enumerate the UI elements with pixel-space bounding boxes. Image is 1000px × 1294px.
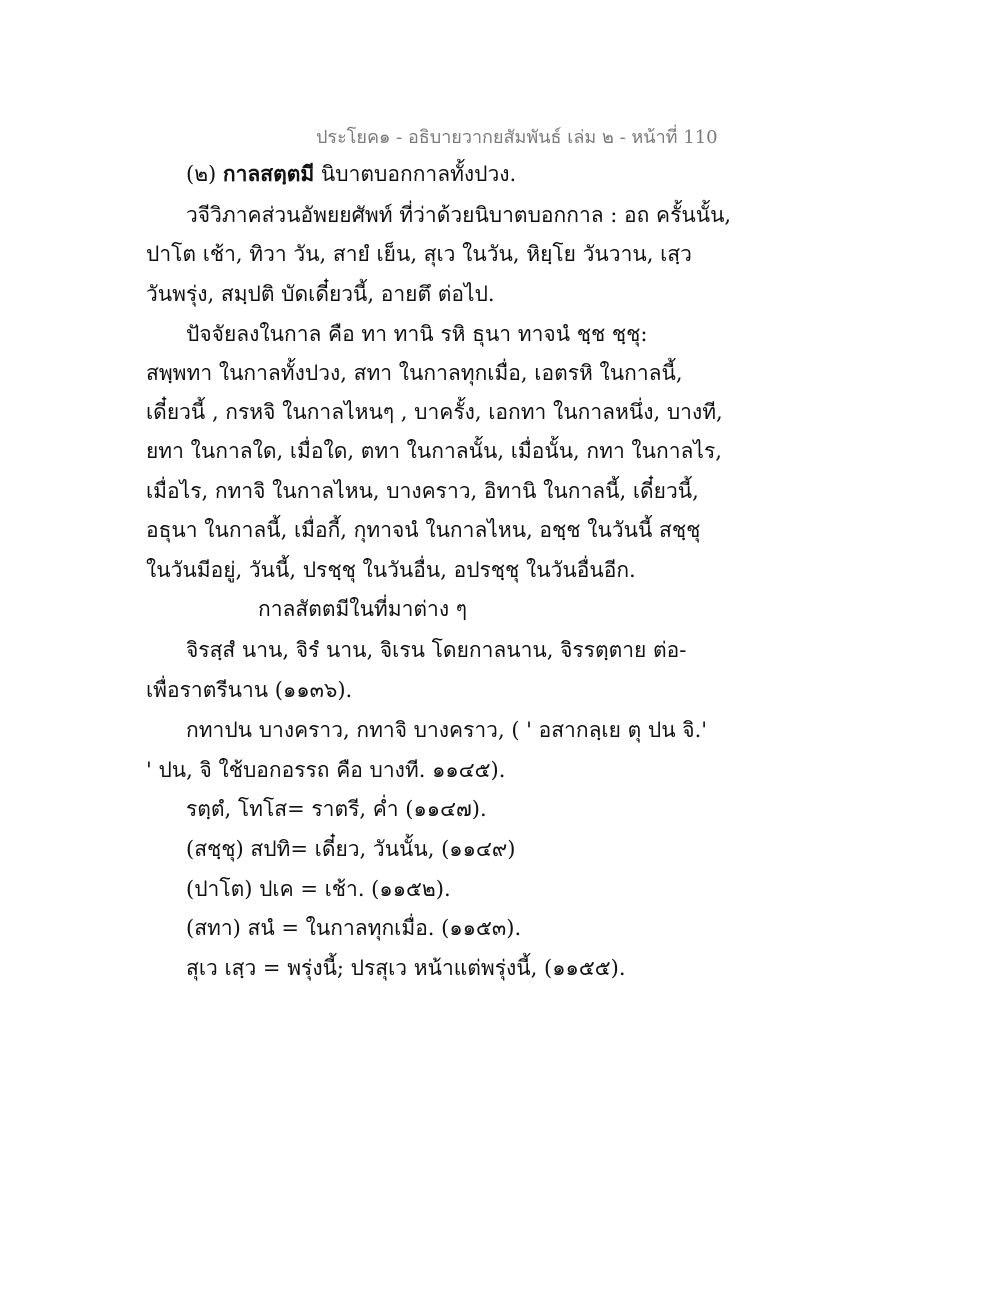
section-heading [186,163,516,185]
section-subtitle: นิบาตบอกกาลทั้งปวง. [320,162,517,186]
paragraph-line: ในวันมีอยู่, วันนี้, ปรชฺชุ ในวันอื่น, อปรชฺชุ ในวันอื่นอีก. [146,558,636,582]
paragraph-line: ปัจจัยลงในกาล คือ ทา ทานิ รหิ ธุนา ทาจนํ ชฺช ชฺชุ: [186,322,648,346]
paragraph-line: วันพรุ่ง, สมฺปติ บัดเดี๋ยวนี้, อายตึ ต่อไป. [146,282,495,306]
paragraph-line: วจีวิภาคส่วนอัพยยศัพท์ ที่ว่าด้วยนิบาตบอกกาล : อถ ครั้นนั้น, [186,203,732,227]
paragraph-line: ยทา ในกาลใด, เมื่อใด, ตทา ในกาลนั้น, เมื่อนั้น, กทา ในกาลไร, [146,439,722,463]
paragraph-line: ปาโต เช้า, ทิวา วัน, สายํ เย็น, สุเว ในวัน, หิยฺโย วันวาน, เสฺว [146,242,692,266]
subheading: กาลสัตตมีในที่มาต่าง ๆ [258,597,468,621]
example-line: รตฺตํ, โทโส= ราตรี, ค่ำ (๑๑๔๗). [186,797,487,821]
example-line: (สทา) สนํ = ในกาลทุกเมื่อ. (๑๑๕๓). [186,916,522,940]
example-line: (ปาโต) ปเค = เช้า. (๑๑๕๒). [186,877,451,901]
paragraph-line: อธุนา ในกาลนี้, เมื่อกี้, กุทาจนํ ในกาลไหน, อชฺช ในวันนี้ สชฺชุ [146,518,701,542]
example-line: จิรสฺสํ นาน, จิรํ นาน, จิเรน โดยกาลนาน, จิรรตฺตาย ต่อ- [186,638,687,662]
example-line: (สชฺชุ) สปทิ= เดี๋ยว, วันนั้น, (๑๑๔๙) [186,837,516,861]
example-line: สุเว เสฺว = พรุ่งนี้; ปรสุเว หน้าแต่พรุ่งนี้, (๑๑๕๕). [186,956,626,980]
paragraph-line: สพฺพทา ในกาลทั้งปวง, สทา ในกาลทุกเมื่อ, เอตรหิ ในกาลนี้, [146,361,683,385]
paragraph-line: เมื่อไร, กทาจิ ในกาลไหน, บางคราว, อิทานิ ในกาลนี้, เดี๋ยวนี้, [146,479,699,503]
section-number: (๒) [186,162,217,186]
paragraph-line: เดี๋ยวนี้ , กรหจิ ในกาลไหนๆ , บาครั้ง, เอกทา ในกาลหนึ่ง, บางที, [146,400,723,424]
section-title: กาลสตฺตมี [222,161,315,186]
example-line: กทาปน บางคราว, กทาจิ บางคราว, ( ' อสากลฺเย ตุ ปน จิ.' [186,718,708,742]
running-header: ประโยค๑ - อธิบายวากยสัมพันธ์ เล่ม ๒ - หน้าที่ 110 [316,127,718,148]
example-line: ' ปน, จิ ใช้บอกอรรถ คือ บางที. ๑๑๔๕). [146,758,506,782]
example-line: เพื่อราตรีนาน (๑๑๓๖). [146,678,353,702]
